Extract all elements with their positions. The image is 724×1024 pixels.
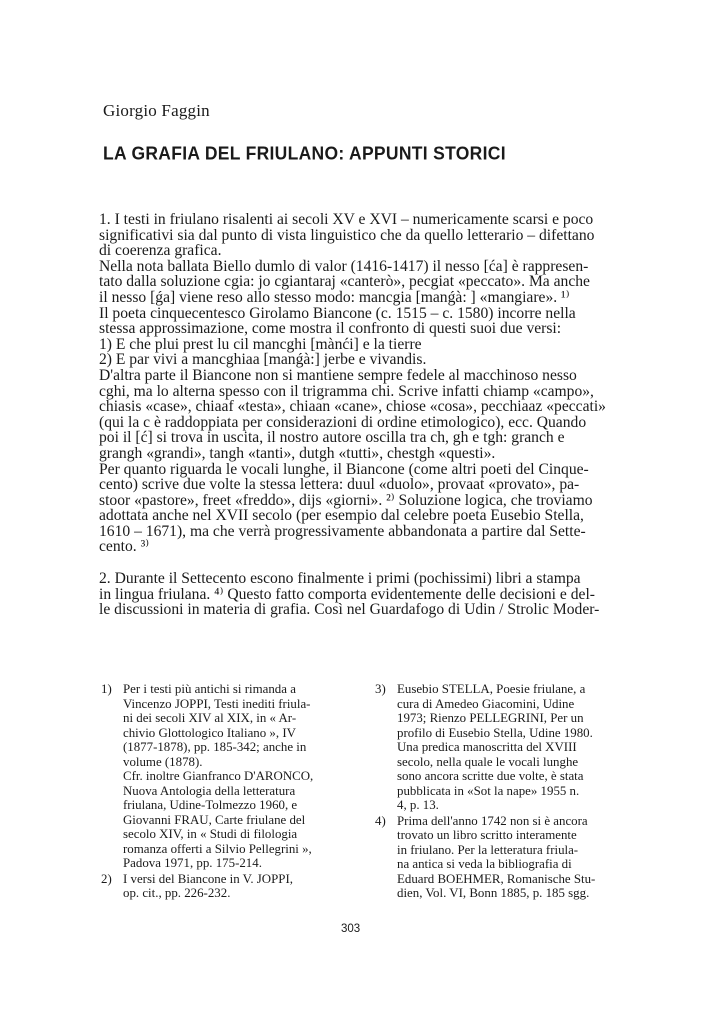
footnote-line: Nuova Antologia della letteratura xyxy=(123,783,296,798)
footnote-line: na antica si veda la bibliografia di xyxy=(397,857,572,871)
body-line: 2) E par vivi a mancghiaa [manǵà:] jerbe e vivandis. xyxy=(99,351,427,369)
body-line: le discussioni in materia di grafia. Così nel Guardafogo di Udin / Strolic Moder- xyxy=(99,601,600,619)
page-number: 303 xyxy=(341,923,361,935)
footnote-line: Vincenzo JOPPI, Testi inediti friula- xyxy=(123,696,311,711)
body-line: cento) scrive due volte la stessa lettera: duul «duolo», provaat «provato», pa- xyxy=(99,476,580,494)
body-line: stessa approssimazione, come mostra il confronto di questi suoi due versi: xyxy=(99,320,562,338)
footnote-line: profilo di Eusebio Stella, Udine 1980. xyxy=(397,725,593,740)
body-line: stoor «pastore», freet «freddo», dijs «giorni». ²⁾ Soluzione logica, che troviamo xyxy=(99,491,593,509)
body-line: 1) E che plui prest lu cil mancghi [mànći] e la tierre xyxy=(99,335,422,353)
footnote-line: op. cit., pp. 226-232. xyxy=(123,886,231,900)
body-line: Per quanto riguarda le vocali lunghe, il Biancone (come altri poeti del Cinque- xyxy=(99,460,589,478)
body-line: D'altra parte il Biancone non si mantiene sempre fedele al macchinoso nesso xyxy=(99,366,577,384)
footnote-number: 2) xyxy=(101,871,112,886)
footnote-line: (1877-1878), pp. 185-342; anche in xyxy=(123,740,307,754)
footnote-line: romanza offerti a Silvio Pellegrini », xyxy=(123,841,312,856)
footnote-line: Una predica manoscritta del XVIII xyxy=(397,740,577,754)
footnote-line: Prima dell'anno 1742 non si è ancora xyxy=(397,813,588,828)
body-line: di coerenza grafica. xyxy=(99,242,222,260)
body-line: il nesso [ǵa] viene reso allo stesso modo: mancgia [manǵà: ] «mangiare». ¹⁾ xyxy=(99,288,570,306)
footnote-number: 1) xyxy=(101,682,112,696)
footnote-2 xyxy=(101,872,353,901)
footnote-line: Giovanni FRAU, Carte friulane del xyxy=(123,812,306,827)
body-line: Nella nota ballata Biello dumlo di valor (1416-1417) il nesso [ća] è rappresen- xyxy=(99,257,589,275)
body-line: Il poeta cinquecentesco Girolamo Biancone (c. 1515 – c. 1580) incorre nella xyxy=(99,304,576,322)
article-title: LA GRAFIA DEL FRIULANO: APPUNTI STORICI xyxy=(103,142,506,164)
footnotes-left-column xyxy=(101,682,353,902)
footnote-line: ni dei secoli XIV al XIX, in « Ar- xyxy=(123,711,297,725)
footnote-line: cura di Amedeo Giacomini, Udine xyxy=(397,696,575,711)
footnote-line: Eusebio STELLA, Poesie friulane, a xyxy=(397,682,586,696)
footnote-line: Padova 1971, pp. 175-214. xyxy=(123,856,262,870)
body-line: grangh «grandi», tangh «tanti», dutgh «tutti», chestgh «questi». xyxy=(99,444,496,462)
body-line: cghi, ma lo alterna spesso con il trigramma chi. Scrive infatti chiamp «campo», xyxy=(99,382,594,400)
footnote-line: pubblicata in «Sot la nape» 1955 n. xyxy=(397,783,580,798)
body-line: cento. ³⁾ xyxy=(99,538,150,556)
footnote-line: volume (1878). xyxy=(123,754,203,769)
footnote-3 xyxy=(375,682,627,813)
footnote-line: Per i testi più antichi si rimanda a xyxy=(123,682,296,696)
article-body xyxy=(99,212,627,618)
footnote-line: sono ancora scritte due volte, è stata xyxy=(397,769,584,783)
footnote-line: secolo XIV, in « Studi di filologia xyxy=(123,827,298,841)
body-line: 1. I testi in friulano risalenti ai secoli XV e XVI – numericamente scarsi e poco xyxy=(99,211,594,228)
footnote-line: Cfr. inoltre Gianfranco D'ARONCO, xyxy=(123,769,314,783)
body-line: significativi sia dal punto di vista linguistico che da quello letterario – difettano xyxy=(99,226,595,244)
footnote-line: Eduard BOEHMER, Romanische Stu- xyxy=(397,871,596,886)
body-line: poi il [ć] si trova in uscita, il nostro autore oscilla tra ch, gh e tgh: granch e xyxy=(99,429,565,447)
body-line: 2. Durante il Settecento escono finalmente i primi (pochissimi) libri a stampa xyxy=(99,570,581,588)
footnote-number: 3) xyxy=(375,682,386,696)
body-line: in lingua friulana. ⁴⁾ Questo fatto comporta evidentemente delle decisioni e del- xyxy=(99,585,595,603)
footnote-line: in friulano. Per la letteratura friula- xyxy=(397,842,579,857)
footnotes-right-column xyxy=(375,682,627,902)
body-line: 1610 – 1671), ma che verrà progressivamente abbandonata a partire dal Sette- xyxy=(99,522,586,540)
footnote-line: 4, p. 13. xyxy=(397,798,439,812)
footnote-4 xyxy=(375,814,627,901)
footnote-1 xyxy=(101,682,353,871)
body-line: (qui la c è raddoppiata per considerazioni di ordine etimologico), ecc. Quando xyxy=(99,413,587,431)
body-line: chiasis «case», chiaaf «testa», chiaan «cane», chiose «cosa», pecchiaaz «peccati» xyxy=(99,398,606,416)
author-name: Giorgio Faggin xyxy=(103,101,210,120)
section-gap xyxy=(99,555,627,571)
body-line: adottata anche nel XVII secolo (per esempio dal celebre poeta Eusebio Stella, xyxy=(99,507,584,525)
body-line: tato dalla soluzione cgia: jo cgiantaraj «canterò», pecgiat «peccato». Ma anche xyxy=(99,273,590,291)
footnote-line: trovato un libro scritto interamente xyxy=(397,828,577,842)
footnote-line: friulana, Udine-Tolmezzo 1960, e xyxy=(123,798,298,812)
footnote-line: I versi del Biancone in V. JOPPI, xyxy=(123,871,293,886)
footnote-line: dien, Vol. VI, Bonn 1885, p. 185 sgg. xyxy=(397,886,590,900)
footnote-number: 4) xyxy=(375,813,386,828)
footnote-line: secolo, nella quale le vocali lunghe xyxy=(397,754,579,769)
footnote-line: 1973; Rienzo PELLEGRINI, Per un xyxy=(397,711,584,725)
footnote-line: chivio Glottologico Italiano », IV xyxy=(123,725,296,740)
